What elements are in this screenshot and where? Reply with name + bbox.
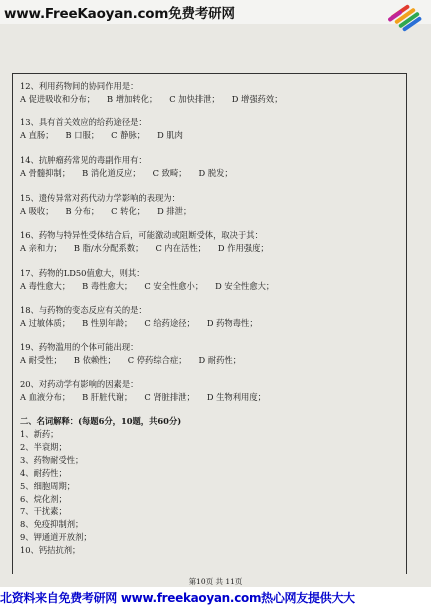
option-a: A 骨髓抑制； <box>20 168 71 178</box>
list-item: 4、耐药性； <box>20 467 67 478</box>
option-b: B 分布； <box>65 206 100 216</box>
option-b: B 毒性愈大； <box>82 281 133 291</box>
question-text: 12、利用药物间的协同作用是： <box>20 81 139 91</box>
option-a: A 过敏体质； <box>20 318 71 328</box>
question-13 <box>20 116 195 142</box>
option-c: C 转化； <box>111 206 146 216</box>
option-d: D 药物毒性； <box>206 318 258 328</box>
list-item: 5、细胞周期； <box>20 480 76 491</box>
question-17 <box>20 267 286 293</box>
question-text: 20、对药动学有影响的因素是： <box>20 379 139 389</box>
option-a: A 吸收； <box>20 206 54 216</box>
option-b: B 脂/水分配系数； <box>73 243 144 253</box>
option-d: D 耐药性； <box>198 355 242 365</box>
list-item: 2、半衰期； <box>20 441 67 452</box>
option-b: B 依赖性； <box>73 355 116 365</box>
option-d: D 肌肉 <box>157 130 183 140</box>
option-c: C 肾脏排泄； <box>144 392 195 402</box>
question-18 <box>20 304 270 330</box>
list-item: 1、新药； <box>20 429 59 439</box>
option-c: C 安全性愈小； <box>144 281 204 291</box>
footer-banner <box>0 587 431 609</box>
question-text: 16、药物与特异性受体结合后，可能激动或阻断受体，取决于其： <box>20 230 263 240</box>
option-b: B 性别年龄； <box>82 318 133 328</box>
question-text: 14、抗肿瘤药常见的毒副作用有： <box>20 155 147 165</box>
option-d: D 生物利用度； <box>206 392 266 402</box>
option-a: A 促进吸收和分布； <box>20 94 96 104</box>
option-d: D 排泄； <box>157 206 192 216</box>
option-c: C 内在活性； <box>155 243 206 253</box>
option-c: C 加快排泄； <box>169 94 220 104</box>
option-b: B 消化道反应； <box>82 168 141 178</box>
footer-text: 北资料来自免费考研网 www.freekaoyan.com热心网友提供大大 <box>0 591 355 605</box>
site-header <box>0 0 431 24</box>
question-15 <box>20 192 203 218</box>
question-20 <box>20 378 278 404</box>
option-a: A 耐受性； <box>20 355 62 365</box>
option-a: A 血液分布； <box>20 392 71 402</box>
option-a: A 毒性愈大； <box>20 281 71 291</box>
option-a: A 亲和力； <box>20 243 62 253</box>
section-title: 二、名词解释：(每题6分，10题，共60分) <box>20 416 182 426</box>
site-logo-icon <box>383 2 427 32</box>
question-text: 17、药物的LD50值愈大，则其： <box>20 268 145 278</box>
list-item: 7、干扰素； <box>20 506 67 517</box>
site-url: www.FreeKaoyan.com免费考研网 <box>4 6 235 22</box>
option-d: D 脱发； <box>198 168 233 178</box>
question-14 <box>20 154 245 180</box>
list-item: 3、药物耐受性； <box>20 454 84 465</box>
option-b: B 增加转化； <box>107 94 158 104</box>
question-text: 13、具有首关效应的给药途径是： <box>20 117 147 127</box>
list-item: 9、钾通道开放剂； <box>20 532 92 543</box>
option-b: B 肝脏代谢； <box>82 392 133 402</box>
option-c: C 停药综合症； <box>127 355 187 365</box>
question-text: 19、药物滥用的个体可能出现： <box>20 342 139 352</box>
question-text: 15、遗传异常对药代动力学影响的表现为： <box>20 193 180 203</box>
option-d: D 作用强度； <box>217 243 269 253</box>
page-number: 第10页 共 11页 <box>188 577 243 586</box>
question-16 <box>20 229 281 255</box>
question-19 <box>20 341 253 367</box>
option-d: D 增强药效； <box>231 94 283 104</box>
list-item: 10、钙拮抗剂； <box>20 545 81 556</box>
question-text: 18、与药物的变态反应有关的是： <box>20 305 147 315</box>
option-c: C 致畸； <box>152 168 187 178</box>
list-item: 6、烷化剂； <box>20 493 67 504</box>
option-b: B 口服； <box>65 130 100 140</box>
option-a: A 直肠； <box>20 130 54 140</box>
term-list <box>20 428 92 557</box>
question-12 <box>20 80 295 106</box>
option-c: C 静脉； <box>111 130 146 140</box>
option-c: C 给药途径； <box>144 318 195 328</box>
option-d: D 安全性愈大； <box>215 281 275 291</box>
list-item: 8、免疫抑制剂； <box>20 519 84 530</box>
